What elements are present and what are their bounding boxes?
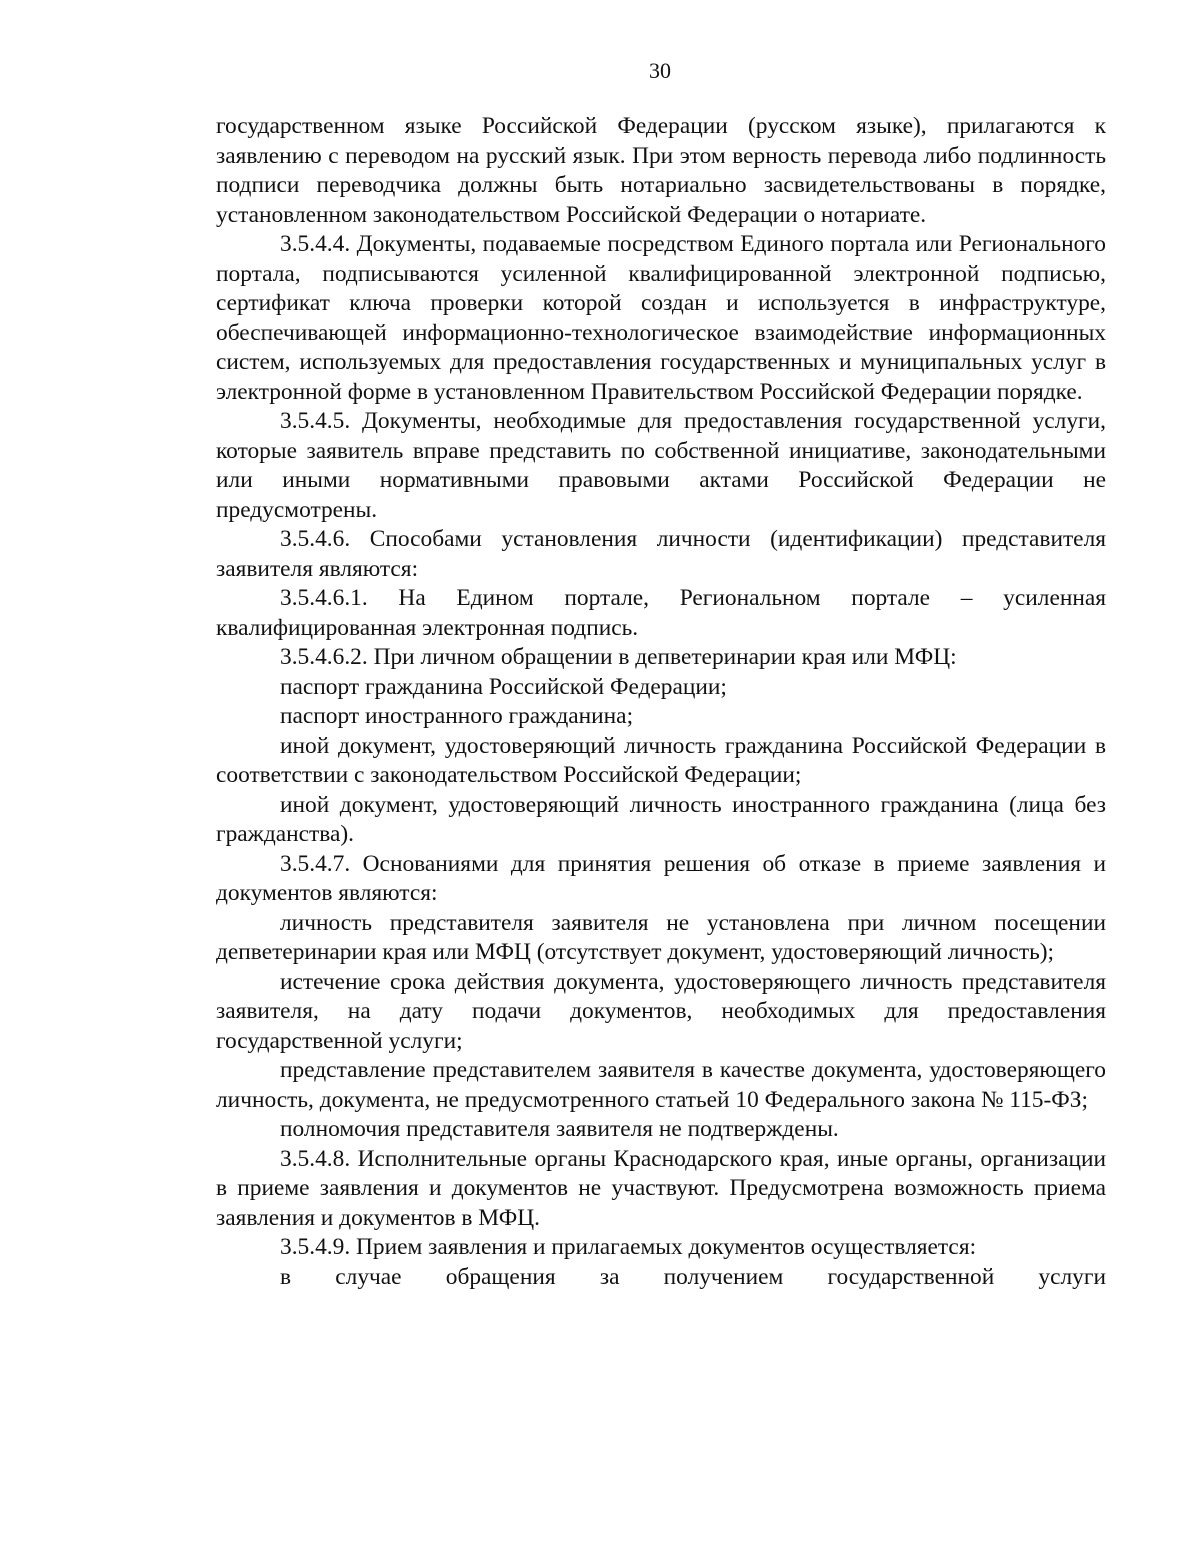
paragraph: 3.5.4.6.2. При личном обращении в депветеринарии края или МФЦ: — [280, 644, 957, 670]
paragraph: истечение срока действия документа, удостоверяющего личность представителя заявителя, на дату подачи документов, необходимых для предоставления государственной услуги; — [216, 968, 1106, 1054]
document-body — [216, 112, 1106, 1292]
paragraph: личность представителя заявителя не установлена при личном посещении депветеринарии края или МФЦ (отсутствует документ, удостоверяющий личность); — [216, 909, 1106, 965]
paragraph: государственном языке Российской Федерации (русском языке), прилагаются к заявлению с переводом на русский язык. При этом верность перевода либо подлинность подписи переводчика должны быть нотариально засвидетельствованы в порядке, установленном законодательством Российской Федерации о нотариате. — [216, 113, 1106, 228]
paragraph: 3.5.4.7. Основаниями для принятия решения об отказе в приеме заявления и документов являются: — [216, 850, 1106, 906]
paragraph: паспорт гражданина Российской Федерации; — [280, 673, 727, 700]
paragraph: в случае обращения за получением государственной услуги — [280, 1263, 1106, 1290]
paragraph: 3.5.4.6.1. На Едином портале, Региональном портале – усиленная квалифицированная электронная подпись. — [216, 585, 1106, 641]
paragraph: 3.5.4.5. Документы, необходимые для предоставления государственной услуги, которые заявитель вправе представить по собственной инициативе, законодательными или иными нормативными правовыми актами Российской Федерации не предусмотрены. — [216, 408, 1106, 523]
paragraph: 3.5.4.4. Документы, подаваемые посредством Единого портала или Регионального портала, подписываются усиленной квалифицированной электронной подписью, сертификат ключа проверки которой создан и используется в инфраструктуре, обеспечивающей информационно-технологическое взаимодействие информационных систем, используемых для предоставления государственных и муниципальных услуг в электронной форме в установленном Правительством Российской Федерации порядке. — [216, 231, 1106, 405]
paragraph: 3.5.4.9. Прием заявления и прилагаемых документов осуществляется: — [280, 1234, 977, 1260]
paragraph: 3.5.4.6. Способами установления личности (идентификации) представителя заявителя являются: — [216, 526, 1106, 582]
paragraph: 3.5.4.8. Исполнительные органы Краснодарского края, иные органы, организации в приеме заявления и документов не участвуют. Предусмотрена возможность приема заявления и документов в МФЦ. — [216, 1145, 1106, 1231]
paragraph: представление представителем заявителя в качестве документа, удостоверяющего личность, документа, не предусмотренного статьей 10 Федерального закона № 115-ФЗ; — [216, 1057, 1106, 1113]
paragraph: полномочия представителя заявителя не подтверждены. — [280, 1116, 839, 1142]
page-number: 30 — [649, 58, 671, 83]
paragraph: иной документ, удостоверяющий личность иностранного гражданина (лица без гражданства). — [216, 791, 1106, 847]
paragraph: паспорт иностранного гражданина; — [280, 703, 634, 729]
paragraph: иной документ, удостоверяющий личность гражданина Российской Федерации в соответствии с законодательством Российской Федерации; — [216, 732, 1106, 788]
